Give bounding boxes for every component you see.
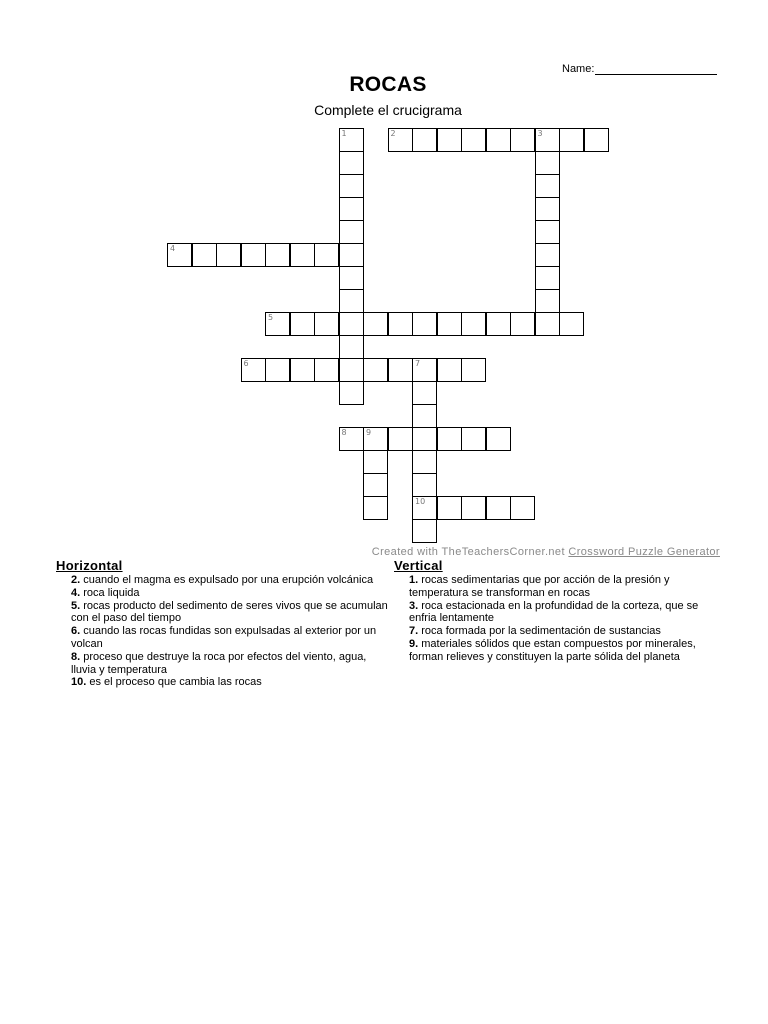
crossword-cell[interactable] xyxy=(363,473,388,497)
clue-item-text: roca estacionada en la profundidad de la corteza, que se enfria lentamente xyxy=(409,599,699,625)
crossword-cell[interactable] xyxy=(290,358,315,382)
clue-item-text: proceso que destruye la roca por efectos del viento, agua, lluvia y temperatura xyxy=(71,650,367,676)
clue-item-number: 9. xyxy=(409,637,419,650)
crossword-cell[interactable] xyxy=(559,128,584,152)
clue-item-text: rocas producto del sedimento de seres vivos que se acumulan con el paso del tiempo xyxy=(71,599,388,625)
crossword-cell[interactable] xyxy=(363,312,388,336)
clue-item-text: materiales sólidos que estan compuestos por minerales, forman relieves y constituyen la parte sólida del planeta xyxy=(409,637,696,663)
crossword-cell[interactable] xyxy=(363,427,388,451)
page-subtitle: Complete el crucigrama xyxy=(314,102,462,118)
clue-item-number: 8. xyxy=(71,650,81,663)
clue-number: 2 xyxy=(390,129,396,138)
crossword-cell[interactable] xyxy=(290,312,315,336)
clue-number: 9 xyxy=(366,428,372,437)
vertical-clues xyxy=(394,558,726,664)
crossword-cell[interactable] xyxy=(388,358,413,382)
crossword-cell[interactable] xyxy=(535,220,560,244)
crossword-cell[interactable] xyxy=(510,128,535,152)
clue-number: 3 xyxy=(537,129,543,138)
crossword-cell[interactable] xyxy=(241,243,266,267)
crossword-cell[interactable] xyxy=(437,358,462,382)
crossword-cell[interactable] xyxy=(363,496,388,520)
crossword-cell[interactable] xyxy=(510,312,535,336)
crossword-cell[interactable] xyxy=(192,243,217,267)
clue-item-number: 5. xyxy=(71,599,81,612)
crossword-cell[interactable] xyxy=(363,358,388,382)
crossword-cell[interactable] xyxy=(535,151,560,175)
crossword-cell[interactable] xyxy=(584,128,609,152)
clue-item-text: rocas sedimentarias que por acción de la presión y temperatura se transforman en rocas xyxy=(409,574,670,599)
vertical-heading: Vertical xyxy=(394,558,443,573)
crossword-cell[interactable] xyxy=(339,220,364,244)
credit-link[interactable]: Crossword Puzzle Generator xyxy=(568,546,720,558)
name-label: Name: xyxy=(562,63,595,75)
clue-item xyxy=(56,676,388,689)
crossword-cell[interactable] xyxy=(461,358,486,382)
crossword-cell[interactable] xyxy=(412,450,437,474)
crossword-cell[interactable] xyxy=(339,358,364,382)
clue-item xyxy=(394,625,726,638)
credit-text: Created with TheTeachersCorner.net xyxy=(371,546,569,558)
crossword-cell[interactable] xyxy=(412,381,437,405)
crossword-cell[interactable] xyxy=(339,312,364,336)
crossword-cell[interactable] xyxy=(388,128,413,152)
clue-number: 6 xyxy=(243,359,249,368)
clue-item-text: roca liquida xyxy=(80,586,140,599)
crossword-cell[interactable] xyxy=(461,496,486,520)
clue-item xyxy=(56,625,388,651)
crossword-cell[interactable] xyxy=(412,358,437,382)
clue-item-number: 7. xyxy=(409,625,419,638)
crossword-cell[interactable] xyxy=(363,450,388,474)
crossword-cell[interactable] xyxy=(486,128,511,152)
crossword-cell[interactable] xyxy=(559,312,584,336)
clue-item xyxy=(56,587,388,600)
horizontal-heading: Horizontal xyxy=(56,558,123,573)
crossword-cell[interactable] xyxy=(265,312,290,336)
clue-item-number: 1. xyxy=(409,574,419,586)
crossword-cell[interactable] xyxy=(461,128,486,152)
crossword-cell[interactable] xyxy=(486,427,511,451)
clue-number: 5 xyxy=(268,313,274,322)
clue-item-number: 10. xyxy=(71,676,87,689)
crossword-cell[interactable] xyxy=(339,174,364,198)
crossword-cell[interactable] xyxy=(535,174,560,198)
clue-item xyxy=(56,651,388,677)
crossword-cell[interactable] xyxy=(216,243,241,267)
crossword-cell[interactable] xyxy=(265,243,290,267)
credit-line xyxy=(372,546,720,558)
crossword-cell[interactable] xyxy=(339,151,364,175)
clue-item xyxy=(56,600,388,626)
crossword-cell[interactable] xyxy=(461,312,486,336)
clue-item-text: roca formada por la sedimentación de sustancias xyxy=(418,625,661,638)
crossword-cell[interactable] xyxy=(510,496,535,520)
crossword-cell[interactable] xyxy=(314,358,339,382)
clue-item xyxy=(394,574,726,600)
clue-item-text: cuando el magma es expulsado por una erupción volcánica xyxy=(80,574,374,586)
crossword-cell[interactable] xyxy=(339,128,364,152)
crossword-cell[interactable] xyxy=(437,312,462,336)
crossword-cell[interactable] xyxy=(437,128,462,152)
clue-number: 8 xyxy=(341,428,347,437)
clue-number: 10 xyxy=(415,497,426,506)
crossword-cell[interactable] xyxy=(535,243,560,267)
crossword-cell[interactable] xyxy=(412,404,437,428)
crossword-cell[interactable] xyxy=(339,335,364,359)
crossword-cell[interactable] xyxy=(486,496,511,520)
crossword-cell[interactable] xyxy=(339,289,364,313)
crossword-cell[interactable] xyxy=(412,128,437,152)
clue-item-number: 6. xyxy=(71,625,81,638)
crossword-cell[interactable] xyxy=(290,243,315,267)
crossword-cell[interactable] xyxy=(486,312,511,336)
clue-item xyxy=(56,574,388,587)
crossword-cell[interactable] xyxy=(535,289,560,313)
crossword-cell[interactable] xyxy=(412,312,437,336)
clue-item-number: 3. xyxy=(409,599,419,612)
crossword-cell[interactable] xyxy=(412,427,437,451)
crossword-cell[interactable] xyxy=(314,243,339,267)
crossword-cell[interactable] xyxy=(339,243,364,267)
crossword-cell[interactable] xyxy=(388,427,413,451)
horizontal-clues xyxy=(56,558,388,689)
crossword-cell[interactable] xyxy=(412,496,437,520)
crossword-cell[interactable] xyxy=(412,519,437,543)
crossword-cell[interactable] xyxy=(535,197,560,221)
clue-number: 7 xyxy=(415,359,421,368)
clue-item xyxy=(394,600,726,626)
crossword-cell[interactable] xyxy=(437,496,462,520)
crossword-cell[interactable] xyxy=(167,243,192,267)
crossword-cell[interactable] xyxy=(241,358,266,382)
crossword-cell[interactable] xyxy=(535,312,560,336)
crossword-cell[interactable] xyxy=(535,266,560,290)
clue-number: 4 xyxy=(170,244,176,253)
page-title: ROCAS xyxy=(349,73,427,96)
crossword-cell[interactable] xyxy=(535,128,560,152)
crossword-cell[interactable] xyxy=(461,427,486,451)
crossword-cell[interactable] xyxy=(339,266,364,290)
crossword-cell[interactable] xyxy=(314,312,339,336)
crossword-cell[interactable] xyxy=(265,358,290,382)
crossword-cell[interactable] xyxy=(412,473,437,497)
clue-item-number: 2. xyxy=(71,574,81,586)
crossword-cell[interactable] xyxy=(437,427,462,451)
clue-item-number: 4. xyxy=(71,586,81,599)
clue-item-text: cuando las rocas fundidas son expulsadas al exterior por un volcan xyxy=(71,625,377,650)
clue-number: 1 xyxy=(341,129,347,138)
crossword-cell[interactable] xyxy=(339,427,364,451)
clue-item xyxy=(394,638,726,664)
clue-item-text: es el proceso que cambia las rocas xyxy=(86,676,262,689)
crossword-cell[interactable] xyxy=(339,381,364,405)
crossword-cell[interactable] xyxy=(388,312,413,336)
crossword-cell[interactable] xyxy=(339,197,364,221)
